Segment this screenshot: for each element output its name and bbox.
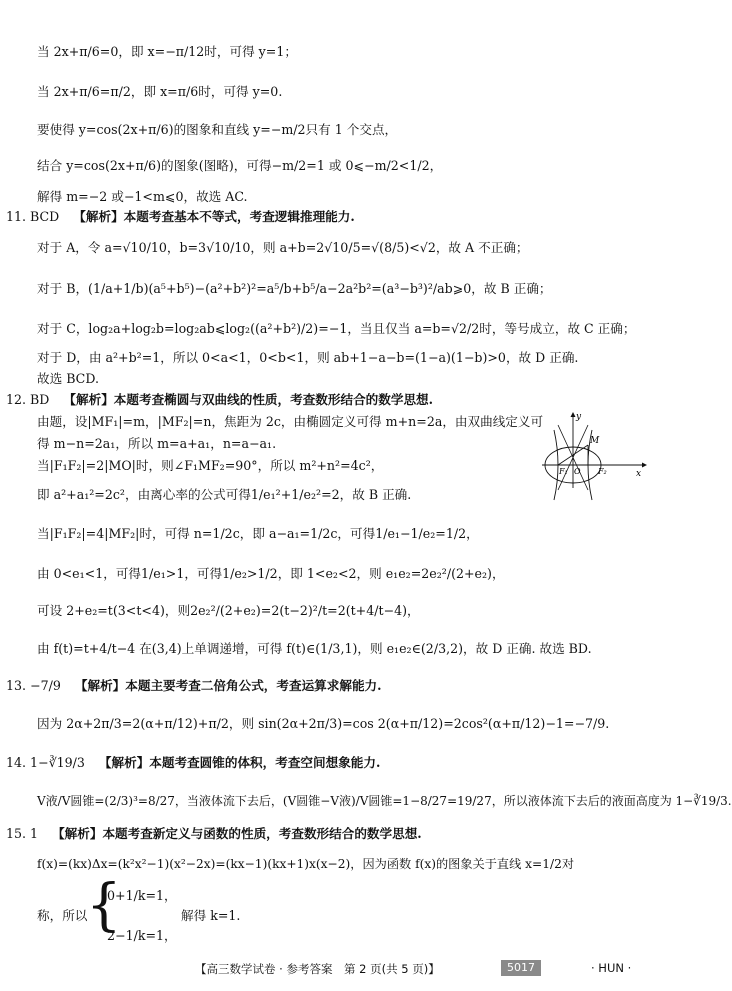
q13-tag: 【解析】本题主要考查二倍角公式，考查运算求解能力. bbox=[74, 678, 382, 693]
q11-option-d: 对于 D，由 a²+b²=1，所以 0<a<1，0<b<1，则 ab+1−a−b=(1−a)(1−b)>0，故 D 正确. bbox=[37, 350, 579, 365]
q15-line-2b: 解得 k=1. bbox=[181, 908, 241, 923]
page-footer bbox=[0, 958, 653, 980]
q15-line-1: f(x)=(kx)Δx=(k²x²−1)(x²−2x)=(kx−1)(kx+1)x(x−2)，因为函数 f(x)的图象关于直线 x=1/2对 bbox=[37, 857, 575, 871]
q12-header bbox=[6, 392, 433, 408]
q11-tag: 【解析】本题考查基本不等式，考查逻辑推理能力. bbox=[73, 209, 355, 224]
q12-line-2: 得 m−n=2a₁，所以 m=a+a₁，n=a−a₁. bbox=[37, 436, 277, 451]
q13-header bbox=[6, 678, 382, 694]
q15-system-eq-1: 0+1/k=1， bbox=[107, 888, 177, 903]
line-3: 要使得 y=cos(2x+π/6)的图象和直线 y=−m/2只有 1 个交点， bbox=[37, 122, 398, 137]
q12-line-8: 由 f(t)=t+4/t−4 在(3,4)上单调递增，可得 f(t)∈(1/3,1)，则 e₁e₂∈(2/3,2)，故 D 正确. 故选 BD. bbox=[37, 641, 592, 656]
figure-label-f2: F₂ bbox=[598, 467, 607, 476]
q12-line-5: 当|F₁F₂|=4|MF₂|时，可得 n=1/2c，即 a−a₁=1/2c，可得1/e₁−1/e₂=1/2， bbox=[37, 526, 479, 541]
line-1: 当 2x+π/6=0，即 x=−π/12时，可得 y=1； bbox=[37, 44, 297, 59]
q11-number: 11. BCD bbox=[6, 209, 60, 224]
q12-line-3: 当|F₁F₂|=2|MO|时，则∠F₁MF₂=90°，所以 m²+n²=4c²， bbox=[37, 458, 384, 473]
q14-tag: 【解析】本题考查圆锥的体积，考查空间想象能力. bbox=[98, 755, 381, 770]
q12-line-6: 由 0<e₁<1，可得1/e₁>1，可得1/e₂>1/2，即 1<e₂<2，则 e₁e₂=2e₂²/(2+e₂)， bbox=[37, 566, 505, 581]
q11-option-b: 对于 B，(1/a+1/b)(a⁵+b⁵)−(a²+b²)²=a⁵/b+b⁵/a−2a²b²=(a³−b³)²/ab⩾0，故 B 正确； bbox=[37, 281, 552, 296]
q13-number: 13. −7/9 bbox=[6, 678, 61, 693]
system-brace: { bbox=[86, 873, 122, 938]
conic-figure bbox=[540, 410, 650, 490]
q12-number: 12. BD bbox=[6, 392, 50, 407]
q12-line-7: 可设 2+e₂=t(3<t<4)，则2e₂²/(2+e₂)=2(t−2)²/t=2(t+4/t−4)， bbox=[37, 603, 420, 618]
footer-center: 【高三数学试卷 · 参考答案 第 2 页(共 5 页)】 bbox=[195, 962, 440, 976]
q15-tag: 【解析】本题考查新定义与函数的性质，考查数形结合的数学思想. bbox=[52, 826, 422, 841]
q14-number: 14. 1−∛19/3 bbox=[6, 755, 85, 770]
q13-line-1: 因为 2α+2π/3=2(α+π/12)+π/2，则 sin(2α+2π/3)=cos 2(α+π/12)=2cos²(α+π/12)−1=−7/9. bbox=[37, 716, 610, 731]
line-2: 当 2x+π/6=π/2，即 x=π/6时，可得 y=0. bbox=[37, 84, 283, 99]
figure-label-f1: F₁ bbox=[559, 467, 568, 476]
figure-label-o: O bbox=[574, 467, 581, 476]
q11-option-c: 对于 C，log₂a+log₂b=log₂ab⩽log₂((a²+b²)/2)=−1，当且仅当 a=b=√2/2时，等号成立，故 C 正确； bbox=[37, 321, 636, 336]
q11-header bbox=[6, 209, 355, 225]
line-5: 解得 m=−2 或−1<m⩽0，故选 AC. bbox=[37, 189, 248, 204]
q12-line-4: 即 a²+a₁²=2c²，由离心率的公式可得1/e₁²+1/e₂²=2，故 B 正确. bbox=[37, 487, 412, 502]
figure-label-m: M bbox=[590, 436, 600, 446]
figure-label-x: x bbox=[636, 469, 642, 479]
figure-y-arrow bbox=[571, 412, 576, 417]
figure-x-arrow bbox=[642, 463, 647, 468]
q12-tag: 【解析】本题考查椭圆与双曲线的性质，考查数形结合的数学思想. bbox=[63, 392, 434, 407]
q11-option-a: 对于 A，令 a=√10/10，b=3√10/10，则 a+b=2√10/5=√(8/5)<√2，故 A 不正确； bbox=[37, 240, 529, 255]
figure-label-y: y bbox=[576, 412, 582, 422]
q15-header bbox=[6, 826, 422, 842]
q14-header bbox=[6, 755, 380, 771]
q11-end: 故选 BCD. bbox=[37, 371, 99, 386]
footer-right: · HUN · bbox=[591, 961, 632, 975]
line-4: 结合 y=cos(2x+π/6)的图象(图略)，可得−m/2=1 或 0⩽−m/2<1/2， bbox=[37, 158, 443, 173]
footer-badge: 5017 bbox=[501, 960, 541, 976]
q12-line-1: 由题，设|MF₁|=m，|MF₂|=n，焦距为 2c，由椭圆定义可得 m+n=2a，由双曲线定义可 bbox=[37, 414, 544, 429]
q14-line-1: V液/V圆锥=(2/3)³=8/27，当液体流下去后，(V圆锥−V液)/V圆锥=1−8/27=19/27，所以液体流下去后的液面高度为 1−∛19/3. bbox=[37, 794, 732, 808]
q15-line-2a: 称，所以 bbox=[37, 908, 88, 923]
q15-system-eq-2: 2−1/k=1， bbox=[107, 928, 177, 943]
q15-number: 15. 1 bbox=[6, 826, 39, 841]
